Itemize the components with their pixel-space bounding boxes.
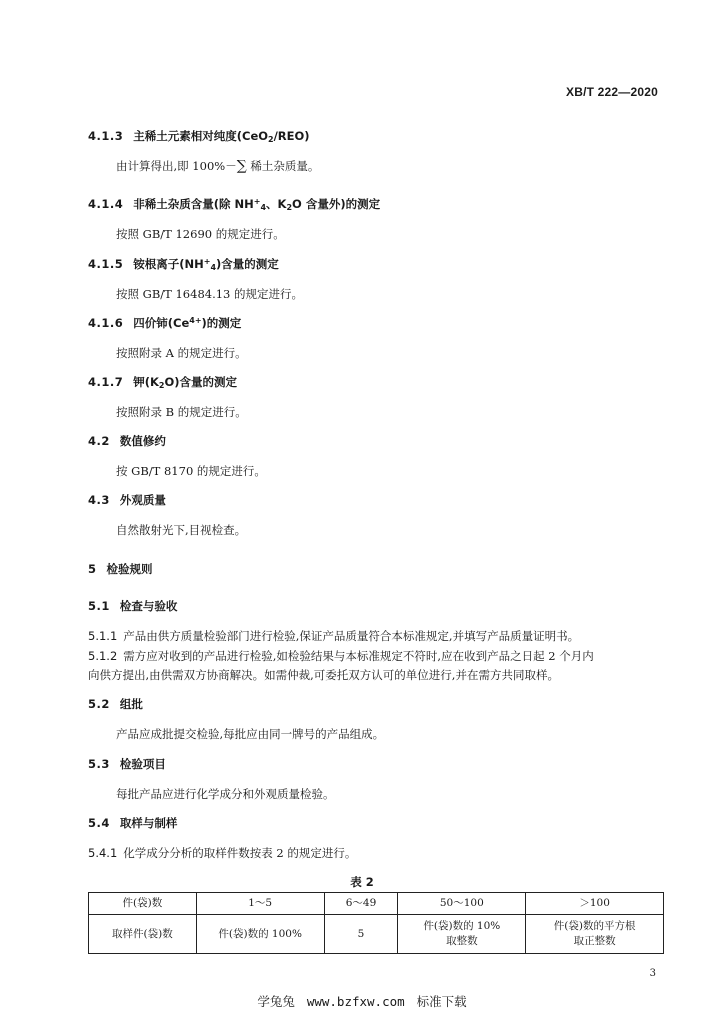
paragraph-text: 由计算得出,即 100%－ [116,159,237,173]
section-number: 4.1.7 [88,375,124,389]
sigma-symbol: ∑ [236,158,247,174]
section-number: 5.3 [88,757,110,771]
heading-text: )含量的测定 [216,257,279,271]
standard-code: XB/T 222—2020 [566,85,658,99]
heading-text: 主稀土元素相对纯度(CeO [133,129,269,143]
heading-4-3 [88,492,166,508]
section-number: 4.1.4 [88,197,124,211]
superscript: + [253,197,261,206]
subscript: 2 [158,381,165,390]
heading-text: 检查与验收 [119,599,178,613]
paragraph-5-3: 每批产品应进行化学成分和外观质量检验。 [116,787,335,801]
heading-5-2 [88,696,143,712]
heading-text: 铵根离子(NH [133,257,204,271]
paragraph-5-4-1 [88,845,356,861]
section-number: 5.4 [88,816,110,830]
heading-text: 、K [266,197,287,211]
heading-4-1-3 [88,128,310,144]
section-number: 4.1.6 [88,316,124,330]
paragraph-4-2: 按 GB/T 8170 的规定进行。 [116,464,266,478]
heading-text: 数值修约 [119,434,166,448]
footer-watermark [0,992,724,1010]
heading-text: 四价铈(Ce [133,316,190,330]
section-number: 4.2 [88,434,110,448]
section-number: 5 [88,562,97,576]
page-number: 3 [649,968,656,979]
table-header-cell: 50～100 [398,893,526,915]
paragraph-text: 稀土杂质量。 [250,159,320,173]
subscript: 4 [260,203,267,212]
cell-line: 件(袋)数的平方根 [553,920,636,932]
table-header-cell: 6～49 [324,893,398,915]
heading-text: 外观质量 [119,493,166,507]
table-cell: 取样件(袋)数 [89,915,197,954]
heading-5 [88,561,153,577]
heading-text: 取样与制样 [119,816,178,830]
footer-label: 标准下载 [416,994,467,1009]
heading-4-1-7 [88,374,237,390]
subscript: 4 [210,263,217,272]
paragraph-4-1-6: 按照附录 A 的规定进行。 [116,346,247,360]
heading-text: O 含量外)的测定 [292,197,381,211]
section-number: 5.2 [88,697,110,711]
heading-4-1-5 [88,256,279,272]
heading-text: 非稀土杂质含量(除 NH [133,197,254,211]
paragraph-text: 需方应对收到的产品进行检验,如检验结果与本标准规定不符时,应在收到产品之日起 2 个月内 [123,649,594,663]
paragraph-4-1-5: 按照 GB/T 16484.13 的规定进行。 [116,287,304,301]
heading-5-4 [88,815,177,831]
heading-text: O)含量的测定 [164,375,238,389]
heading-text: /REO) [273,129,310,143]
paragraph-4-1-7: 按照附录 B 的规定进行。 [116,405,247,419]
section-number: 5.4.1 [88,846,118,860]
table-cell: 5 [324,915,398,954]
subscript: 2 [268,135,274,144]
cell-line: 取正整数 [573,935,616,947]
heading-text: 检验规则 [106,562,153,576]
paragraph-5-1-2-line2: 向供方提出,由供需双方协商解决。如需仲裁,可委托双方认可的单位进行,并在需方共同取样。 [88,668,559,682]
sampling-table [88,892,664,954]
heading-4-2 [88,433,166,449]
footer-site-name: 学兔兔 [257,994,295,1009]
section-number: 4.1.5 [88,257,124,271]
paragraph-5-1-2-line1 [88,648,594,664]
heading-4-1-4 [88,196,380,212]
heading-text: 组批 [119,697,143,711]
heading-text: 钾(K [133,375,159,389]
heading-5-1 [88,598,177,614]
superscript: + [203,257,211,266]
heading-4-1-6 [88,315,241,331]
section-number: 4.3 [88,493,110,507]
table-header-cell: 1～5 [196,893,324,915]
paragraph-4-1-3 [116,158,319,174]
section-number: 5.1.2 [88,649,118,663]
paragraph-4-3: 自然散射光下,目视检查。 [116,523,247,537]
paragraph-text: 产品由供方质量检验部门进行检验,保证产品质量符合本标准规定,并填写产品质量证明书。 [123,629,580,643]
footer-url-link[interactable]: www.bzfxw.com [306,994,405,1009]
section-number: 4.1.3 [88,129,124,143]
paragraph-5-2: 产品应成批提交检验,每批应由同一牌号的产品组成。 [116,727,385,741]
table-cell: 件(袋)数的 100% [196,915,324,954]
table-title: 表 2 [350,875,374,889]
table-row [89,915,664,954]
heading-text: 检验项目 [119,757,166,771]
subscript: 2 [286,203,293,212]
table-header-cell: 件(袋)数 [89,893,197,915]
table-cell [526,915,664,954]
paragraph-4-1-4: 按照 GB/T 12690 的规定进行。 [116,227,285,241]
table-row [89,893,664,915]
paragraph-text: 化学成分分析的取样件数按表 2 的规定进行。 [123,846,357,860]
section-number: 5.1 [88,599,110,613]
superscript: 4+ [189,316,202,325]
heading-text: )的测定 [201,316,242,330]
cell-line: 取整数 [446,935,478,947]
section-number: 5.1.1 [88,629,118,643]
heading-5-3 [88,756,166,772]
table-header-cell: ＞100 [526,893,664,915]
table-cell [398,915,526,954]
paragraph-5-1-1 [88,628,579,644]
cell-line: 件(袋)数的 10% [423,920,501,932]
